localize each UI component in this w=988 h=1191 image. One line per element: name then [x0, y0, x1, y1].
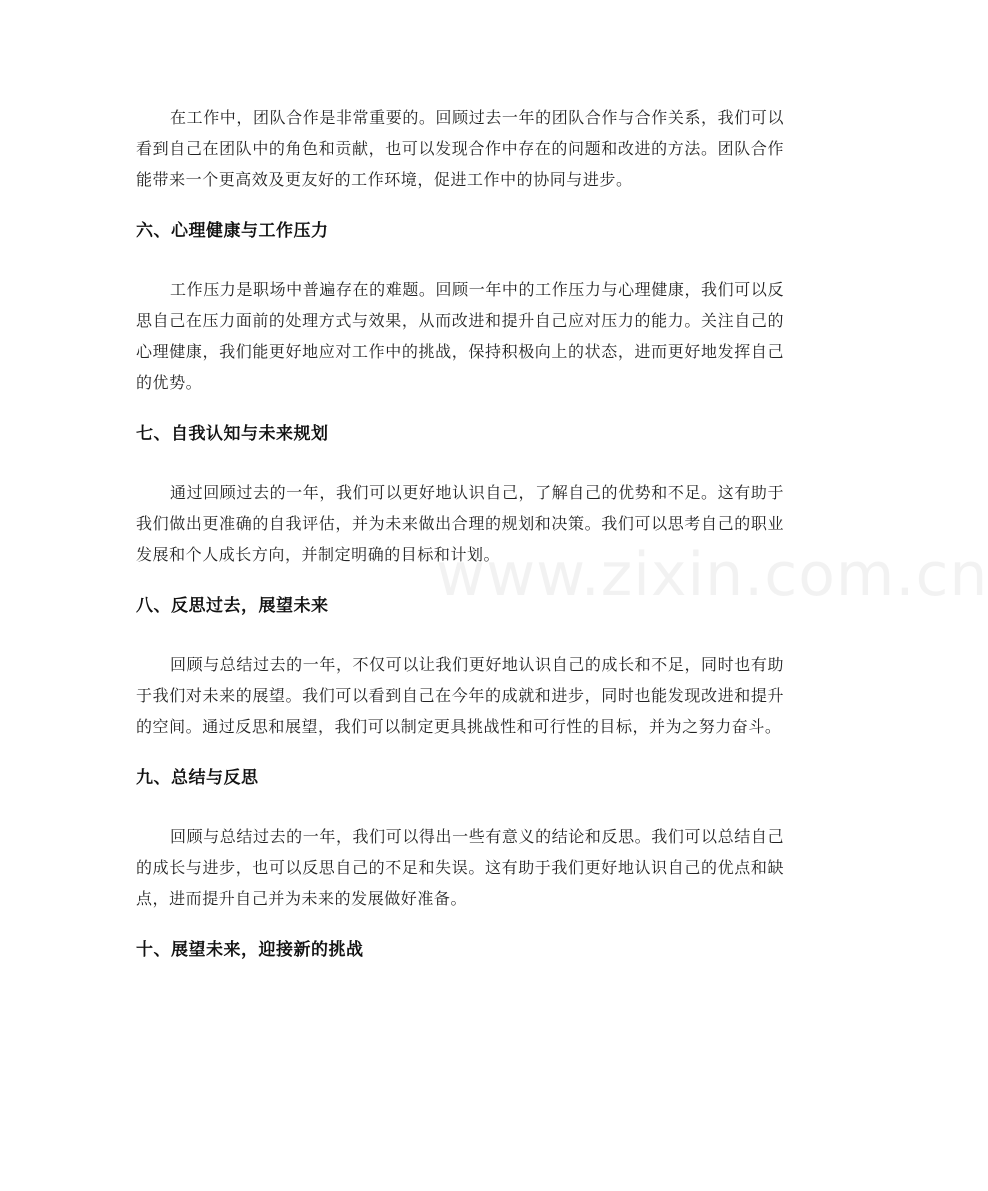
- section-heading-9: 九、总结与反思: [136, 768, 259, 788]
- section-paragraph-7: 通过回顾过去的一年，我们可以更好地认识自己，了解自己的优势和不足。这有助于我们做出更准确的自我评估，并为未来做出合理的规划和决策。我们可以思考自己的职业发展和个人成长方向，并制定明确的目标和计划。: [136, 483, 784, 564]
- intro-paragraph-teamwork: 在工作中，团队合作是非常重要的。回顾过去一年的团队合作与合作关系，我们可以看到自己在团队中的角色和贡献，也可以发现合作中存在的问题和改进的方法。团队合作能带来一个更高效及更友好的工作环境，促进工作中的协同与进步。: [136, 108, 784, 189]
- section-heading-8: 八、反思过去，展望未来: [136, 596, 329, 616]
- section-paragraph-9: 回顾与总结过去的一年，我们可以得出一些有意义的结论和反思。我们可以总结自己的成长与进步，也可以反思自己的不足和失误。这有助于我们更好地认识自己的优点和缺点，进而提升自己并为未来的发展做好准备。: [136, 827, 784, 908]
- section-heading-7: 七、自我认知与未来规划: [136, 424, 329, 444]
- section-paragraph-8: 回顾与总结过去的一年，不仅可以让我们更好地认识自己的成长和不足，同时也有助于我们对未来的展望。我们可以看到自己在今年的成就和进步，同时也能发现改进和提升的空间。通过反思和展望，我们可以制定更具挑战性和可行性的目标，并为之努力奋斗。: [136, 655, 784, 736]
- section-heading-6: 六、心理健康与工作压力: [136, 221, 329, 241]
- watermark-text: www.zixin.com.cn: [436, 540, 988, 610]
- section-paragraph-6: 工作压力是职场中普遍存在的难题。回顾一年中的工作压力与心理健康，我们可以反思自己在压力面前的处理方式与效果，从而改进和提升自己应对压力的能力。关注自己的心理健康，我们能更好地应对工作中的挑战，保持积极向上的状态，进而更好地发挥自己的优势。: [136, 280, 784, 392]
- document-body: [136, 102, 784, 966]
- section-heading-10: 十、展望未来，迎接新的挑战: [136, 940, 364, 960]
